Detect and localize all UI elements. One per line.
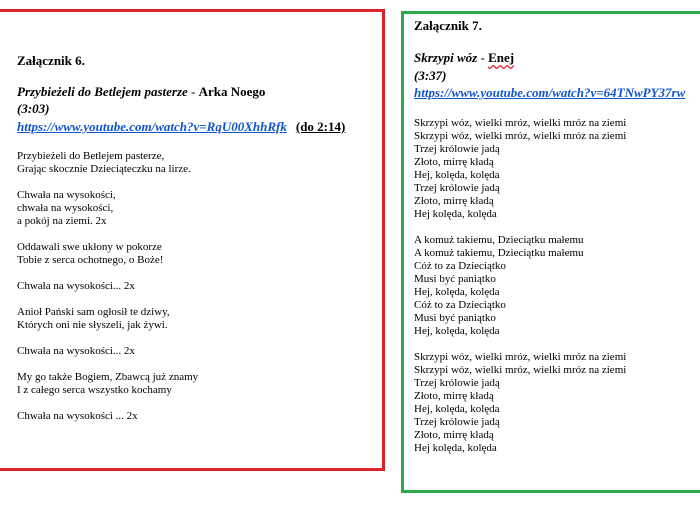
attachment-7-panel	[401, 11, 700, 493]
lyric-line: Musi być paniątko	[414, 273, 496, 285]
title-separator: -	[187, 84, 199, 99]
lyric-line: A komuż takiemu, Dzieciątku małemu	[414, 234, 584, 246]
lyric-line: Skrzypi wóz, wielki mróz, wielki mróz na ziemi	[414, 351, 627, 363]
stanza-gap	[17, 358, 198, 371]
lyric-line: Anioł Pański sam ogłosił te dziwy,	[17, 306, 170, 318]
lyric-line: Trzej królowie jadą	[414, 143, 500, 155]
lyric-line: Skrzypi wóz, wielki mróz, wielki mróz na ziemi	[414, 117, 627, 129]
stanza-gap	[17, 228, 198, 241]
song-title-line	[17, 84, 265, 100]
link-note: (do 2:14)	[295, 119, 346, 134]
lyric-line: Skrzypi wóz, wielki mróz, wielki mróz na ziemi	[414, 130, 627, 142]
song-title-line	[414, 50, 514, 66]
lyric-line: My go także Bogiem, Zbawcą już znamy	[17, 371, 199, 383]
lyric-line: Hej, kolęda, kolęda	[414, 325, 500, 337]
lyrics	[17, 150, 198, 423]
lyric-line: Hej kolęda, kolęda	[414, 442, 497, 454]
lyric-line: Chwała na wysokości,	[17, 189, 116, 201]
link-line	[414, 85, 685, 101]
lyrics	[414, 117, 626, 455]
lyric-line: Chwała na wysokości... 2x	[17, 345, 135, 357]
lyric-line: A komuż takiemu, Dzieciątku małemu	[414, 247, 584, 259]
lyric-line: a pokój na ziemi. 2x	[17, 215, 107, 227]
lyric-line: Cóż to za Dzieciątko	[414, 260, 506, 272]
stanza-gap	[414, 221, 626, 234]
attachment-6-label: Załącznik 6.	[17, 53, 85, 68]
youtube-link[interactable]: https://www.youtube.com/watch?v=64TNwPY37rw	[414, 85, 686, 100]
song-duration: (3:37)	[414, 68, 447, 83]
lyric-line: Oddawali swe ukłony w pokorze	[17, 241, 162, 253]
title-separator: -	[477, 50, 489, 65]
attachment-7-label: Załącznik 7.	[414, 18, 482, 33]
attachment-6-panel	[0, 9, 385, 471]
lyric-line: Chwała na wysokości ... 2x	[17, 410, 138, 422]
lyric-line: Złoto, mirrę kładą	[414, 429, 494, 441]
link-line	[17, 119, 345, 135]
lyric-line: Musi być paniątko	[414, 312, 496, 324]
stanza-gap	[414, 338, 626, 351]
lyric-line: Trzej królowie jadą	[414, 182, 500, 194]
stanza-gap	[17, 397, 198, 410]
lyric-line: Cóż to za Dzieciątko	[414, 299, 506, 311]
stanza-gap	[17, 332, 198, 345]
lyric-line: Złoto, mirrę kładą	[414, 195, 494, 207]
lyric-line: Hej, kolęda, kolęda	[414, 403, 500, 415]
lyric-line: Trzej królowie jadą	[414, 377, 500, 389]
stanza-gap	[17, 293, 198, 306]
lyric-line: Skrzypi wóz, wielki mróz, wielki mróz na ziemi	[414, 364, 627, 376]
lyric-line: Hej kolęda, kolęda	[414, 208, 497, 220]
song-artist: Arka Noego	[198, 84, 266, 99]
song-duration: (3:03)	[17, 101, 50, 116]
lyric-line: Trzej królowie jadą	[414, 416, 500, 428]
lyric-line: Chwała na wysokości... 2x	[17, 280, 135, 292]
lyric-line: Przybieżeli do Betlejem pasterze,	[17, 150, 165, 162]
lyric-line: Grając skocznie Dzieciąteczku na lirze.	[17, 163, 191, 175]
lyric-line: Tobie z serca ochotnego, o Boże!	[17, 254, 164, 266]
song-title: Skrzypi wóz	[414, 50, 478, 65]
lyric-line: Których oni nie słyszeli, jak żywi.	[17, 319, 168, 331]
youtube-link[interactable]: https://www.youtube.com/watch?v=RqU00XhhRfk	[17, 119, 287, 134]
lyric-line: Złoto, mirrę kładą	[414, 390, 494, 402]
stanza-gap	[17, 176, 198, 189]
lyric-line: Hej, kolęda, kolęda	[414, 169, 500, 181]
song-title: Przybieżeli do Betlejem pasterze	[17, 84, 188, 99]
lyric-line: I z całego serca wszystko kochamy	[17, 384, 172, 396]
stanza-gap	[17, 267, 198, 280]
song-artist: Enej	[488, 50, 515, 65]
lyric-line: Hej, kolęda, kolęda	[414, 286, 500, 298]
lyric-line: Złoto, mirrę kładą	[414, 156, 494, 168]
lyric-line: chwała na wysokości,	[17, 202, 114, 214]
